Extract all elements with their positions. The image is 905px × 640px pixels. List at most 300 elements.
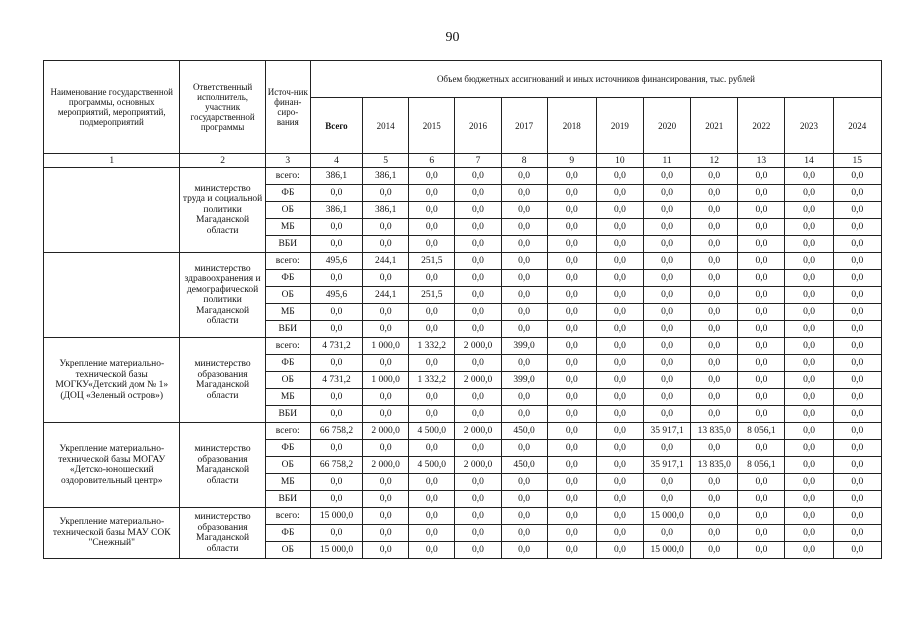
source-cell: ФБ [265, 270, 310, 287]
responsible-cell: министерство труда и социальной политики Магаданской области [180, 168, 265, 253]
year-value-cell: 0,0 [691, 389, 738, 406]
year-value-cell: 0,0 [785, 338, 833, 355]
year-value-cell: 0,0 [643, 372, 690, 389]
year-value-cell: 0,0 [691, 287, 738, 304]
year-value-cell: 0,0 [738, 321, 785, 338]
year-value-cell: 0,0 [643, 304, 690, 321]
header-year: 2018 [547, 98, 596, 154]
year-value-cell: 0,0 [785, 185, 833, 202]
year-value-cell: 0,0 [785, 474, 833, 491]
source-cell: МБ [265, 474, 310, 491]
total-cell: 0,0 [310, 321, 362, 338]
source-cell: ФБ [265, 185, 310, 202]
year-value-cell: 0,0 [363, 219, 409, 236]
responsible-cell: министерство здравоохранения и демографической политики Магаданской области [180, 253, 265, 338]
year-value-cell: 0,0 [833, 202, 881, 219]
year-value-cell: 0,0 [785, 457, 833, 474]
year-value-cell: 0,0 [596, 457, 643, 474]
year-value-cell: 0,0 [455, 168, 501, 185]
year-value-cell: 0,0 [833, 321, 881, 338]
total-cell: 4 731,2 [310, 338, 362, 355]
program-name-cell [44, 253, 180, 338]
year-value-cell: 0,0 [409, 185, 455, 202]
year-value-cell: 0,0 [596, 389, 643, 406]
column-number: 1 [44, 154, 180, 168]
budget-table [43, 60, 882, 559]
total-cell: 15 000,0 [310, 542, 362, 559]
column-number: 13 [738, 154, 785, 168]
header-year: 2023 [785, 98, 833, 154]
program-name-cell [44, 168, 180, 253]
year-value-cell: 0,0 [409, 389, 455, 406]
total-cell: 0,0 [310, 355, 362, 372]
year-value-cell: 0,0 [643, 219, 690, 236]
year-value-cell: 0,0 [547, 440, 596, 457]
column-number: 3 [265, 154, 310, 168]
source-cell: всего: [265, 338, 310, 355]
year-value-cell: 1 332,2 [409, 338, 455, 355]
year-value-cell: 0,0 [547, 508, 596, 525]
year-value-cell: 0,0 [455, 236, 501, 253]
total-cell: 0,0 [310, 389, 362, 406]
header-year: 2022 [738, 98, 785, 154]
year-value-cell: 0,0 [833, 457, 881, 474]
column-number: 12 [691, 154, 738, 168]
year-value-cell: 0,0 [547, 202, 596, 219]
year-value-cell: 0,0 [833, 355, 881, 372]
year-value-cell: 2 000,0 [455, 457, 501, 474]
year-value-cell: 0,0 [501, 440, 547, 457]
year-value-cell: 15 000,0 [643, 508, 690, 525]
table-row [44, 508, 882, 525]
year-value-cell: 0,0 [596, 270, 643, 287]
source-cell: МБ [265, 304, 310, 321]
year-value-cell: 0,0 [501, 406, 547, 423]
year-value-cell: 0,0 [738, 440, 785, 457]
total-cell: 0,0 [310, 236, 362, 253]
header-year: 2014 [363, 98, 409, 154]
source-cell: ФБ [265, 525, 310, 542]
total-cell: 386,1 [310, 202, 362, 219]
year-value-cell: 4 500,0 [409, 423, 455, 440]
year-value-cell: 0,0 [596, 202, 643, 219]
year-value-cell: 0,0 [785, 491, 833, 508]
year-value-cell: 0,0 [363, 304, 409, 321]
year-value-cell: 0,0 [833, 236, 881, 253]
total-cell: 0,0 [310, 474, 362, 491]
column-number: 4 [310, 154, 362, 168]
year-value-cell: 0,0 [455, 253, 501, 270]
year-value-cell: 0,0 [596, 525, 643, 542]
year-value-cell: 0,0 [691, 508, 738, 525]
year-value-cell: 0,0 [455, 219, 501, 236]
year-value-cell: 0,0 [643, 185, 690, 202]
year-value-cell: 0,0 [785, 372, 833, 389]
year-value-cell: 0,0 [738, 372, 785, 389]
year-value-cell: 0,0 [596, 474, 643, 491]
year-value-cell: 0,0 [547, 321, 596, 338]
column-number: 11 [643, 154, 690, 168]
year-value-cell: 0,0 [596, 406, 643, 423]
year-value-cell: 450,0 [501, 457, 547, 474]
year-value-cell: 0,0 [501, 355, 547, 372]
year-value-cell: 0,0 [643, 525, 690, 542]
year-value-cell: 0,0 [596, 185, 643, 202]
year-value-cell: 0,0 [501, 321, 547, 338]
year-value-cell: 0,0 [547, 372, 596, 389]
year-value-cell: 0,0 [547, 270, 596, 287]
year-value-cell: 0,0 [785, 542, 833, 559]
source-cell: МБ [265, 219, 310, 236]
year-value-cell: 0,0 [455, 508, 501, 525]
program-name-cell: Укрепление материально-технической базы МОГКУ«Детский дом № 1» (ДОЦ «Зеленый остров») [44, 338, 180, 423]
year-value-cell: 0,0 [643, 389, 690, 406]
year-value-cell: 0,0 [455, 406, 501, 423]
year-value-cell: 0,0 [363, 270, 409, 287]
year-value-cell: 0,0 [547, 457, 596, 474]
year-value-cell: 0,0 [547, 389, 596, 406]
year-value-cell: 2 000,0 [455, 423, 501, 440]
year-value-cell: 0,0 [833, 508, 881, 525]
source-cell: всего: [265, 508, 310, 525]
year-value-cell: 0,0 [501, 185, 547, 202]
year-value-cell: 0,0 [501, 304, 547, 321]
source-cell: ФБ [265, 440, 310, 457]
year-value-cell: 0,0 [363, 474, 409, 491]
year-value-cell: 0,0 [785, 304, 833, 321]
year-value-cell: 0,0 [455, 491, 501, 508]
year-value-cell: 386,1 [363, 168, 409, 185]
total-cell: 495,6 [310, 253, 362, 270]
year-value-cell: 0,0 [785, 525, 833, 542]
page-number: 90 [445, 30, 460, 45]
year-value-cell: 0,0 [691, 321, 738, 338]
year-value-cell: 0,0 [547, 236, 596, 253]
year-value-cell: 0,0 [643, 491, 690, 508]
year-value-cell: 13 835,0 [691, 423, 738, 440]
table-row [44, 253, 882, 270]
year-value-cell: 0,0 [738, 253, 785, 270]
year-value-cell: 0,0 [738, 304, 785, 321]
total-cell: 0,0 [310, 304, 362, 321]
year-value-cell: 244,1 [363, 287, 409, 304]
year-value-cell: 0,0 [785, 508, 833, 525]
column-number: 7 [455, 154, 501, 168]
year-value-cell: 0,0 [785, 236, 833, 253]
year-value-cell: 1 000,0 [363, 372, 409, 389]
year-value-cell: 0,0 [738, 338, 785, 355]
year-value-cell: 0,0 [501, 525, 547, 542]
source-cell: ОБ [265, 372, 310, 389]
year-value-cell: 0,0 [455, 440, 501, 457]
year-value-cell: 4 500,0 [409, 457, 455, 474]
year-value-cell: 251,5 [409, 287, 455, 304]
source-cell: ОБ [265, 542, 310, 559]
year-value-cell: 0,0 [785, 321, 833, 338]
total-cell: 66 758,2 [310, 457, 362, 474]
year-value-cell: 0,0 [785, 270, 833, 287]
year-value-cell: 0,0 [409, 474, 455, 491]
column-number: 14 [785, 154, 833, 168]
year-value-cell: 0,0 [596, 508, 643, 525]
year-value-cell: 0,0 [738, 168, 785, 185]
year-value-cell: 35 917,1 [643, 457, 690, 474]
year-value-cell: 0,0 [691, 491, 738, 508]
total-cell: 495,6 [310, 287, 362, 304]
year-value-cell: 0,0 [409, 508, 455, 525]
year-value-cell: 0,0 [501, 474, 547, 491]
year-value-cell: 0,0 [596, 355, 643, 372]
total-cell: 0,0 [310, 440, 362, 457]
total-cell: 0,0 [310, 185, 362, 202]
year-value-cell: 0,0 [363, 542, 409, 559]
year-value-cell: 0,0 [643, 355, 690, 372]
year-value-cell: 0,0 [501, 219, 547, 236]
year-value-cell: 0,0 [738, 219, 785, 236]
year-value-cell: 0,0 [455, 542, 501, 559]
year-value-cell: 0,0 [547, 338, 596, 355]
year-value-cell: 0,0 [455, 525, 501, 542]
table-row [44, 423, 882, 440]
year-value-cell: 0,0 [643, 236, 690, 253]
year-value-cell: 0,0 [643, 474, 690, 491]
year-value-cell: 0,0 [833, 338, 881, 355]
year-value-cell: 0,0 [643, 406, 690, 423]
column-number: 9 [547, 154, 596, 168]
program-name-cell: Укрепление материально-технической базы МАУ СОК "Снежный" [44, 508, 180, 559]
year-value-cell: 0,0 [833, 423, 881, 440]
year-value-cell: 0,0 [738, 525, 785, 542]
year-value-cell: 0,0 [738, 474, 785, 491]
year-value-cell: 0,0 [547, 185, 596, 202]
year-value-cell: 0,0 [691, 168, 738, 185]
year-value-cell: 0,0 [691, 406, 738, 423]
header-year: 2020 [643, 98, 690, 154]
year-value-cell: 0,0 [833, 168, 881, 185]
year-value-cell: 0,0 [455, 202, 501, 219]
column-numbers-row [44, 154, 882, 168]
year-value-cell: 0,0 [833, 287, 881, 304]
source-cell: ОБ [265, 287, 310, 304]
year-value-cell: 0,0 [596, 542, 643, 559]
year-value-cell: 399,0 [501, 372, 547, 389]
year-value-cell: 0,0 [409, 236, 455, 253]
year-value-cell: 1 332,2 [409, 372, 455, 389]
year-value-cell: 0,0 [455, 304, 501, 321]
year-value-cell: 0,0 [363, 525, 409, 542]
year-value-cell: 0,0 [596, 236, 643, 253]
year-value-cell: 0,0 [455, 270, 501, 287]
header-program: Наименование государственной программы, основных мероприятий, мероприятий, подмероприятий [44, 61, 180, 154]
year-value-cell: 0,0 [547, 491, 596, 508]
year-value-cell: 0,0 [785, 168, 833, 185]
header-year: 2016 [455, 98, 501, 154]
year-value-cell: 0,0 [691, 525, 738, 542]
table-body [44, 168, 882, 559]
year-value-cell: 0,0 [596, 321, 643, 338]
year-value-cell: 0,0 [691, 253, 738, 270]
total-cell: 0,0 [310, 406, 362, 423]
year-value-cell: 0,0 [643, 287, 690, 304]
year-value-cell: 0,0 [833, 253, 881, 270]
total-cell: 4 731,2 [310, 372, 362, 389]
year-value-cell: 0,0 [785, 406, 833, 423]
year-value-cell: 0,0 [363, 491, 409, 508]
year-value-cell: 0,0 [643, 440, 690, 457]
year-value-cell: 0,0 [785, 202, 833, 219]
year-value-cell: 399,0 [501, 338, 547, 355]
year-value-cell: 0,0 [738, 389, 785, 406]
year-value-cell: 0,0 [691, 219, 738, 236]
year-value-cell: 0,0 [596, 372, 643, 389]
program-name-cell: Укрепление материально-технической базы МОГАУ «Детско-юношеский оздоровительный центр» [44, 423, 180, 508]
year-value-cell: 0,0 [409, 525, 455, 542]
column-number: 15 [833, 154, 881, 168]
year-value-cell: 0,0 [409, 270, 455, 287]
year-value-cell: 0,0 [501, 253, 547, 270]
year-value-cell: 0,0 [596, 253, 643, 270]
year-value-cell: 0,0 [501, 287, 547, 304]
year-value-cell: 450,0 [501, 423, 547, 440]
year-value-cell: 0,0 [455, 287, 501, 304]
year-value-cell: 2 000,0 [455, 372, 501, 389]
year-value-cell: 0,0 [643, 338, 690, 355]
year-value-cell: 0,0 [833, 406, 881, 423]
year-value-cell: 0,0 [363, 185, 409, 202]
year-value-cell: 0,0 [643, 253, 690, 270]
year-value-cell: 0,0 [596, 440, 643, 457]
year-value-cell: 0,0 [738, 185, 785, 202]
total-cell: 0,0 [310, 525, 362, 542]
year-value-cell: 2 000,0 [363, 457, 409, 474]
year-value-cell: 0,0 [455, 321, 501, 338]
total-cell: 0,0 [310, 270, 362, 287]
year-value-cell: 0,0 [785, 287, 833, 304]
year-value-cell: 0,0 [501, 491, 547, 508]
year-value-cell: 0,0 [691, 474, 738, 491]
source-cell: ФБ [265, 355, 310, 372]
year-value-cell: 0,0 [833, 389, 881, 406]
responsible-cell: министерство образования Магаданской области [180, 423, 265, 508]
source-cell: ВБИ [265, 406, 310, 423]
year-value-cell: 0,0 [501, 542, 547, 559]
year-value-cell: 0,0 [833, 304, 881, 321]
year-value-cell: 13 835,0 [691, 457, 738, 474]
table-header [44, 61, 882, 168]
year-value-cell: 0,0 [691, 270, 738, 287]
year-value-cell: 244,1 [363, 253, 409, 270]
year-value-cell: 35 917,1 [643, 423, 690, 440]
source-cell: ОБ [265, 457, 310, 474]
header-volume: Объем бюджетных ассигнований и иных источников финансирования, тыс. рублей [310, 61, 881, 98]
year-value-cell: 0,0 [547, 406, 596, 423]
year-value-cell: 0,0 [363, 406, 409, 423]
responsible-cell: министерство образования Магаданской области [180, 508, 265, 559]
total-cell: 0,0 [310, 219, 362, 236]
header-responsible: Ответственный исполнитель, участник государственной программы [180, 61, 265, 154]
year-value-cell: 0,0 [691, 542, 738, 559]
year-value-cell: 0,0 [363, 389, 409, 406]
year-value-cell: 0,0 [455, 474, 501, 491]
year-value-cell: 0,0 [596, 287, 643, 304]
table-row [44, 338, 882, 355]
year-value-cell: 0,0 [833, 542, 881, 559]
year-value-cell: 0,0 [501, 168, 547, 185]
total-cell: 386,1 [310, 168, 362, 185]
year-value-cell: 0,0 [455, 185, 501, 202]
source-cell: ВБИ [265, 236, 310, 253]
year-value-cell: 0,0 [691, 338, 738, 355]
year-value-cell: 0,0 [501, 389, 547, 406]
year-value-cell: 0,0 [409, 168, 455, 185]
year-value-cell: 0,0 [738, 287, 785, 304]
year-value-cell: 0,0 [596, 219, 643, 236]
year-value-cell: 0,0 [501, 236, 547, 253]
year-value-cell: 0,0 [738, 270, 785, 287]
year-value-cell: 0,0 [833, 270, 881, 287]
year-value-cell: 0,0 [409, 202, 455, 219]
year-value-cell: 0,0 [785, 389, 833, 406]
year-value-cell: 0,0 [596, 304, 643, 321]
year-value-cell: 0,0 [547, 355, 596, 372]
year-value-cell: 0,0 [643, 270, 690, 287]
year-value-cell: 251,5 [409, 253, 455, 270]
year-value-cell: 0,0 [643, 202, 690, 219]
year-value-cell: 0,0 [501, 270, 547, 287]
year-value-cell: 0,0 [738, 491, 785, 508]
year-value-cell: 0,0 [738, 236, 785, 253]
year-value-cell: 1 000,0 [363, 338, 409, 355]
year-value-cell: 0,0 [738, 406, 785, 423]
year-value-cell: 0,0 [738, 508, 785, 525]
year-value-cell: 0,0 [547, 474, 596, 491]
column-number: 2 [180, 154, 265, 168]
header-total: Всего [310, 98, 362, 154]
year-value-cell: 0,0 [596, 423, 643, 440]
year-value-cell: 0,0 [691, 355, 738, 372]
year-value-cell: 0,0 [409, 491, 455, 508]
header-year: 2024 [833, 98, 881, 154]
year-value-cell: 0,0 [691, 236, 738, 253]
year-value-cell: 0,0 [547, 168, 596, 185]
year-value-cell: 0,0 [833, 474, 881, 491]
year-value-cell: 0,0 [547, 423, 596, 440]
year-value-cell: 0,0 [691, 304, 738, 321]
year-value-cell: 0,0 [596, 338, 643, 355]
year-value-cell: 0,0 [547, 542, 596, 559]
source-cell: МБ [265, 389, 310, 406]
total-cell: 66 758,2 [310, 423, 362, 440]
year-value-cell: 0,0 [501, 202, 547, 219]
year-value-cell: 0,0 [691, 202, 738, 219]
year-value-cell: 0,0 [785, 440, 833, 457]
year-value-cell: 0,0 [409, 321, 455, 338]
year-value-cell: 0,0 [455, 355, 501, 372]
source-cell: всего: [265, 423, 310, 440]
year-value-cell: 8 056,1 [738, 423, 785, 440]
year-value-cell: 0,0 [643, 321, 690, 338]
year-value-cell: 0,0 [363, 355, 409, 372]
column-number: 8 [501, 154, 547, 168]
table-row [44, 168, 882, 185]
year-value-cell: 0,0 [596, 491, 643, 508]
year-value-cell: 0,0 [833, 185, 881, 202]
year-value-cell: 0,0 [455, 389, 501, 406]
source-cell: ВБИ [265, 321, 310, 338]
year-value-cell: 0,0 [738, 355, 785, 372]
column-number: 6 [409, 154, 455, 168]
year-value-cell: 0,0 [691, 185, 738, 202]
